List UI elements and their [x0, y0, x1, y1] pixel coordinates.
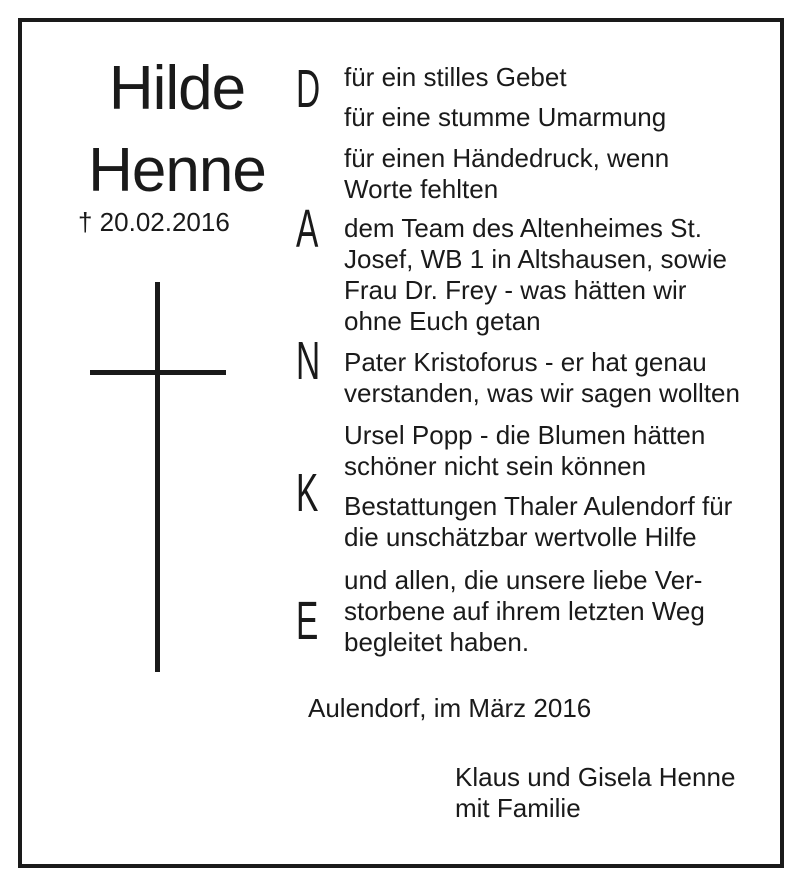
thanks-line: schöner nicht sein können [344, 451, 647, 481]
thanks-line: dem Team des Altenheimes St. [344, 213, 702, 243]
thanks-line: Pater Kristoforus - er hat genau [344, 347, 707, 377]
thanks-line: verstanden, was wir sagen wollten [344, 378, 740, 408]
death-date: † 20.02.2016 [78, 207, 230, 237]
signature-line: mit Familie [455, 793, 581, 823]
place-date: Aulendorf, im März 2016 [308, 693, 592, 723]
thanks-line: storbene auf ihrem letzten Weg [344, 596, 705, 626]
thanks-line: Josef, WB 1 in Altshausen, sowie [344, 244, 727, 274]
thanks-line: Worte fehlten [344, 174, 499, 204]
danke-letter-a: A [296, 199, 319, 259]
thanks-line: Frau Dr. Frey - was hätten wir [344, 275, 687, 305]
thanks-line: begleitet haben. [344, 627, 530, 657]
danke-letter-d: D [296, 59, 321, 119]
thanks-line: für eine stumme Umarmung [344, 102, 667, 132]
thanks-line: für einen Händedruck, wenn [344, 143, 670, 173]
thanks-line: ohne Euch getan [344, 306, 541, 336]
deceased-first-name: Hilde [108, 54, 246, 123]
danke-letter-e: E [296, 591, 319, 651]
signature-line: Klaus und Gisela Henne [455, 762, 736, 792]
danke-letter-k: K [296, 463, 319, 523]
thanks-line: Bestattungen Thaler Aulendorf für [344, 491, 733, 521]
deceased-last-name: Henne [88, 136, 266, 205]
thanks-line: für ein stilles Gebet [344, 62, 567, 92]
danke-letter-n: N [296, 331, 321, 391]
obituary-frame [18, 18, 784, 868]
thanks-line: und allen, die unsere liebe Ver- [344, 565, 703, 595]
thanks-line: Ursel Popp - die Blumen hätten [344, 420, 706, 450]
thanks-line: die unschätzbar wertvolle Hilfe [344, 522, 697, 552]
